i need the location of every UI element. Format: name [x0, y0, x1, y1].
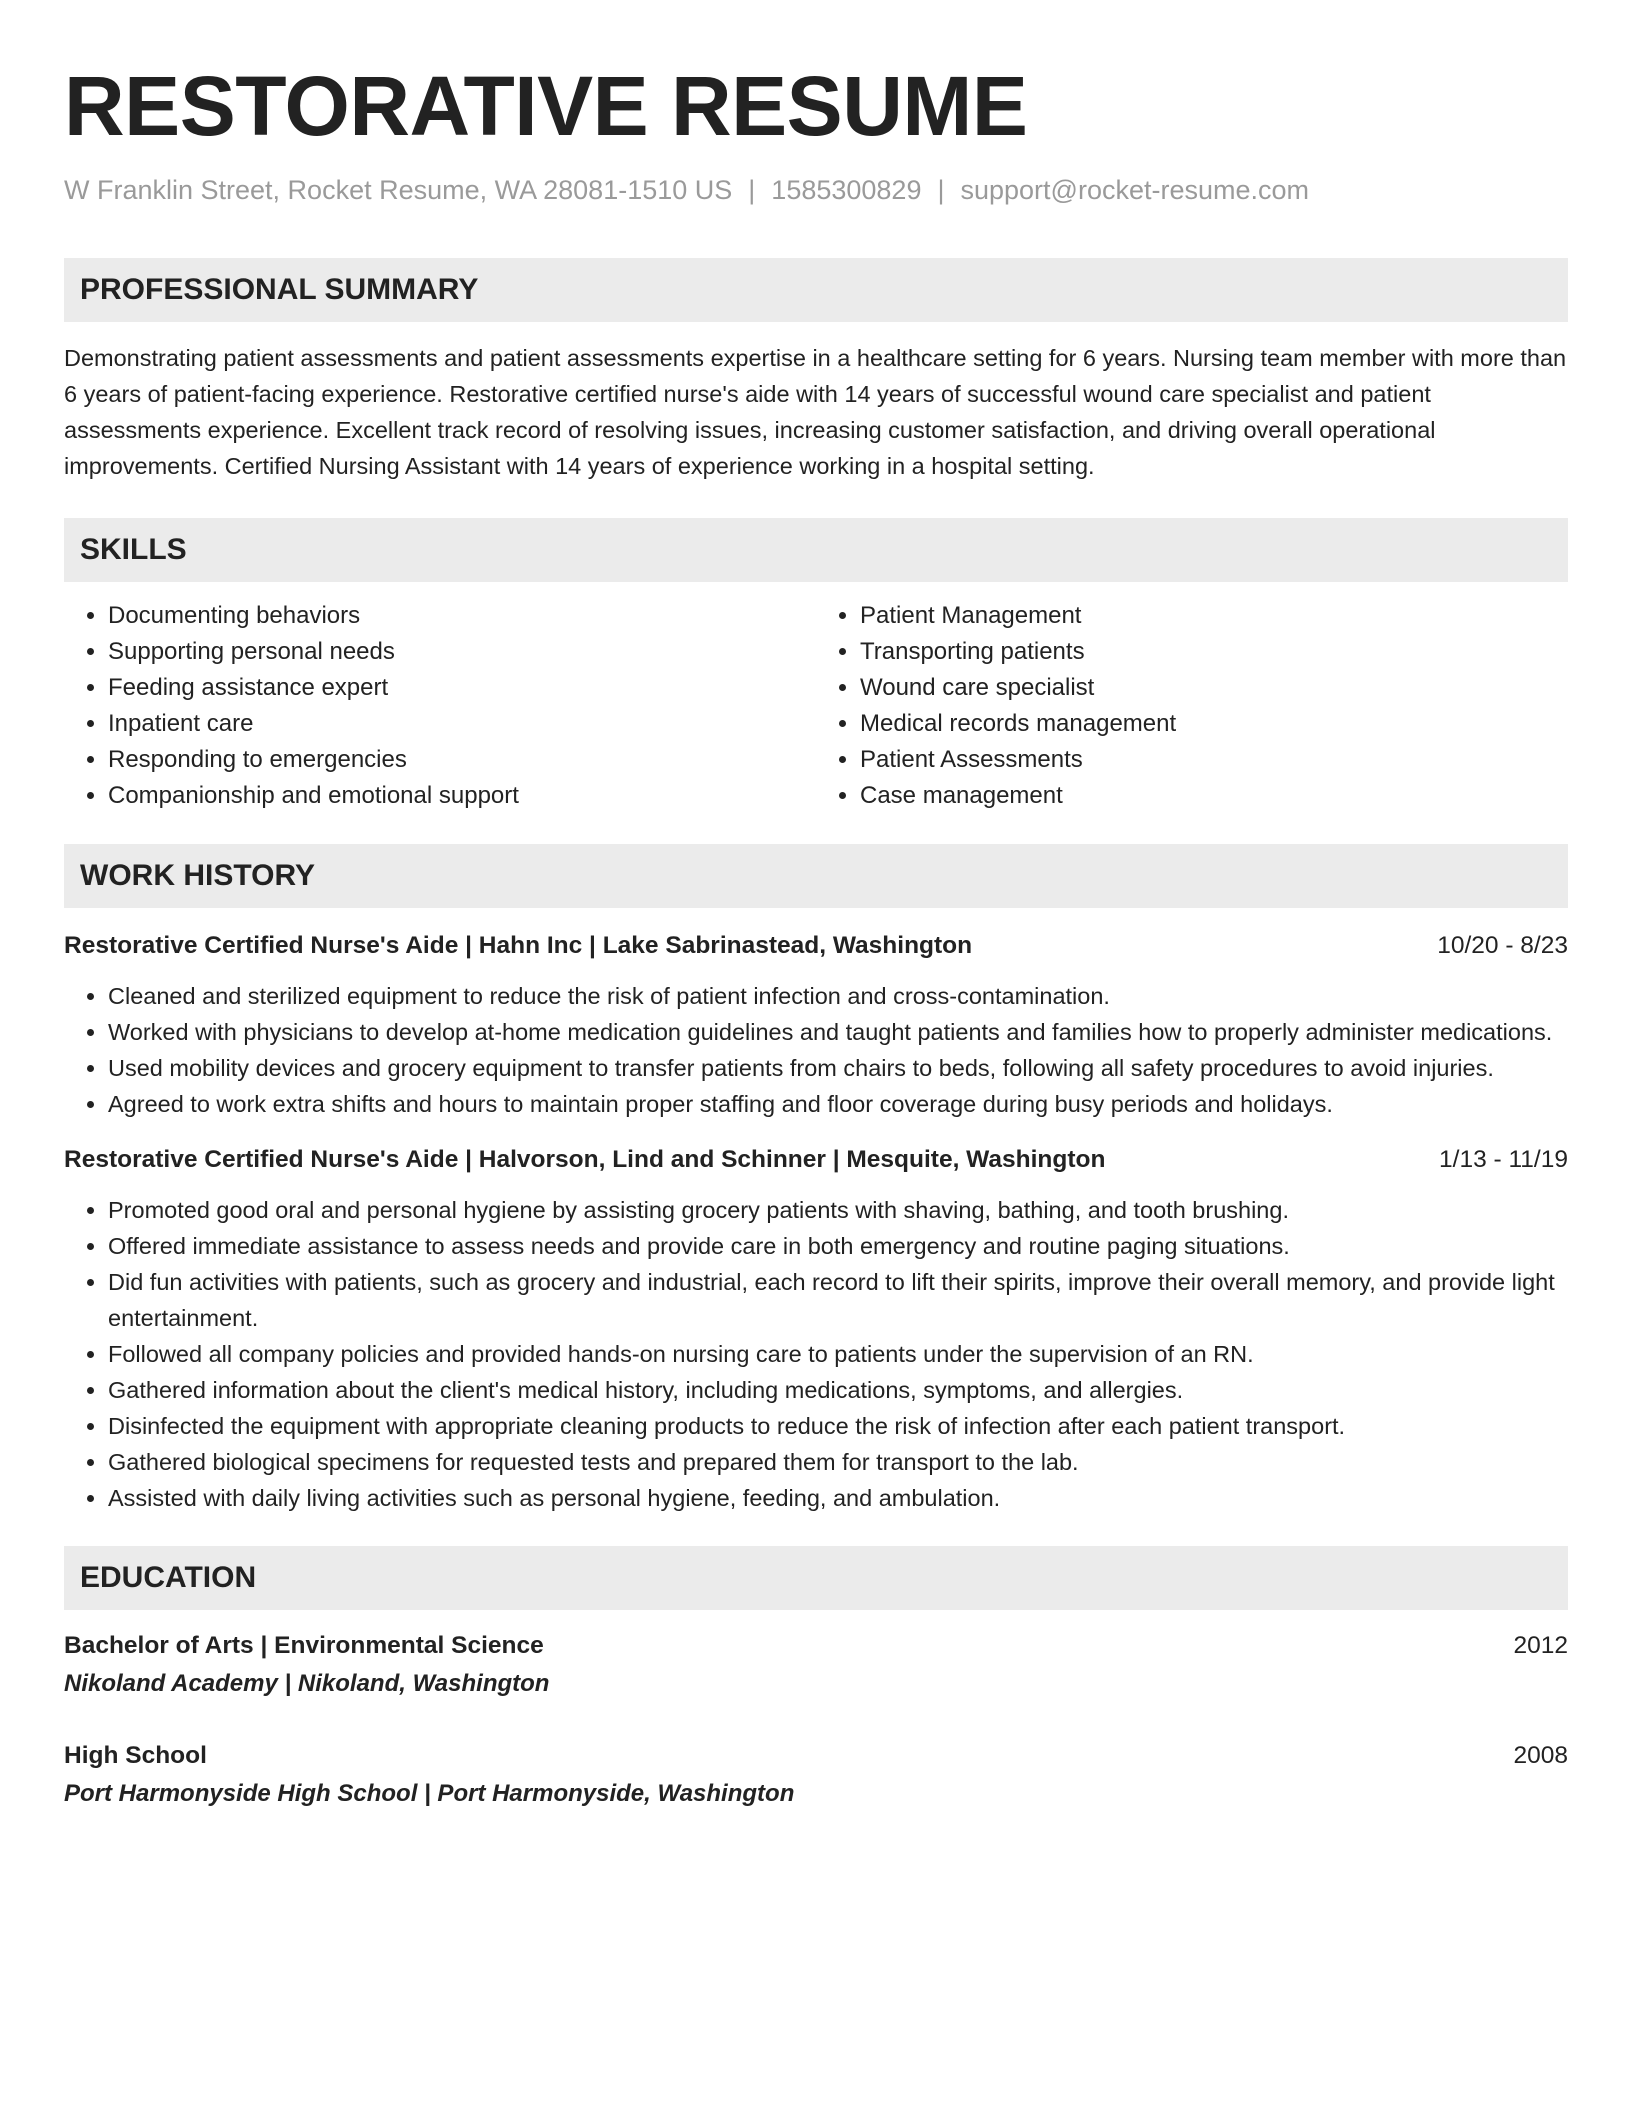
resume-name: RESTORATIVE RESUME	[64, 59, 1028, 153]
job-dates: 10/20 - 8/23	[1437, 932, 1568, 960]
job-bullet: • Worked with physicians to develop at-home medication guidelines and taught patients and families how to properly administer medications.	[108, 1014, 1568, 1050]
education-entry	[64, 1738, 1568, 1812]
education-year: 2012	[1513, 1632, 1568, 1660]
education-school: Port Harmonyside High School | Port Harmonyside, Washington	[64, 1780, 795, 1808]
contact-phone: 1585300829	[771, 175, 922, 205]
skill-item: • Case management	[860, 778, 1568, 814]
job-bullet: • Cleaned and sterilized equipment to reduce the risk of patient infection and cross-contamination.	[108, 978, 1568, 1014]
education-year: 2008	[1513, 1742, 1568, 1770]
job-bullet: • Agreed to work extra shifts and hours to maintain proper staffing and floor coverage during busy periods and holidays.	[108, 1086, 1568, 1122]
skill-item: • Patient Management	[860, 598, 1568, 634]
job-bullets	[64, 978, 1568, 1122]
education-header	[64, 1738, 1568, 1774]
skill-item: • Transporting patients	[860, 634, 1568, 670]
job-dates: 1/13 - 11/19	[1439, 1146, 1568, 1174]
job-entry	[64, 928, 1568, 1122]
job-bullet: • Disinfected the equipment with appropriate cleaning products to reduce the risk of infection after each patient transport.	[108, 1408, 1568, 1444]
job-header	[64, 928, 1568, 964]
skill-item: • Wound care specialist	[860, 670, 1568, 706]
contact-email: support@rocket-resume.com	[960, 175, 1310, 205]
contact-address: W Franklin Street, Rocket Resume, WA 28081-1510 US	[64, 175, 733, 205]
job-header	[64, 1142, 1568, 1178]
section-heading-skills: SKILLS	[64, 518, 1568, 582]
contact-separator: |	[748, 175, 756, 205]
skill-item: • Documenting behaviors	[108, 598, 816, 634]
education-school: Nikoland Academy | Nikoland, Washington	[64, 1670, 550, 1698]
skill-item: • Responding to emergencies	[108, 742, 816, 778]
section-heading-summary: PROFESSIONAL SUMMARY	[64, 258, 1568, 322]
job-bullet: • Did fun activities with patients, such as grocery and industrial, each record to lift their spirits, improve their overall memory, and provide light entertainment.	[108, 1264, 1568, 1336]
skills-list	[64, 598, 1568, 814]
skill-item: • Medical records management	[860, 706, 1568, 742]
job-bullet: • Assisted with daily living activities such as personal hygiene, feeding, and ambulation.	[108, 1480, 1568, 1516]
job-title: Restorative Certified Nurse's Aide | Hahn Inc | Lake Sabrinastead, Washington	[64, 932, 973, 960]
job-bullet: • Used mobility devices and grocery equipment to transfer patients from chairs to beds, following all safety procedures to avoid injuries.	[108, 1050, 1568, 1086]
job-bullet: • Promoted good oral and personal hygiene by assisting grocery patients with shaving, bathing, and tooth brushing.	[108, 1192, 1568, 1228]
skills-column-left	[64, 598, 816, 814]
job-bullet: • Gathered information about the client's medical history, including medications, symptoms, and allergies.	[108, 1372, 1568, 1408]
job-bullet: • Offered immediate assistance to assess needs and provide care in both emergency and routine paging situations.	[108, 1228, 1568, 1264]
education-degree: High School	[64, 1742, 207, 1770]
education-degree: Bachelor of Arts | Environmental Science	[64, 1632, 544, 1660]
contact-separator: |	[937, 175, 945, 205]
contact-line	[64, 174, 1568, 206]
job-title: Restorative Certified Nurse's Aide | Halvorson, Lind and Schinner | Mesquite, Washington	[64, 1146, 1106, 1174]
skill-item: • Feeding assistance expert	[108, 670, 816, 706]
skill-item: • Companionship and emotional support	[108, 778, 816, 814]
skills-column-right	[816, 598, 1568, 814]
job-bullets	[64, 1192, 1568, 1516]
section-heading-education: EDUCATION	[64, 1546, 1568, 1610]
summary-text: Demonstrating patient assessments and patient assessments expertise in a healthcare setting for 6 years. Nursing team member with more than 6 years of patient-facing experience. Restorative certified nurse's aide with 14 years of successful wound care specialist and patient assessments experience. Excellent track record of resolving issues, increasing customer satisfaction, and driving overall operational improvements. Certified Nursing Assistant with 14 years of experience working in a hospital setting.	[64, 345, 1567, 480]
skill-item: • Inpatient care	[108, 706, 816, 742]
job-bullet: • Followed all company policies and provided hands-on nursing care to patients under the supervision of an RN.	[108, 1336, 1568, 1372]
section-heading-work: WORK HISTORY	[64, 844, 1568, 908]
job-bullet: • Gathered biological specimens for requested tests and prepared them for transport to the lab.	[108, 1444, 1568, 1480]
education-header	[64, 1628, 1568, 1664]
education-entry	[64, 1628, 1568, 1702]
skill-item: • Patient Assessments	[860, 742, 1568, 778]
job-entry	[64, 1142, 1568, 1516]
skill-item: • Supporting personal needs	[108, 634, 816, 670]
